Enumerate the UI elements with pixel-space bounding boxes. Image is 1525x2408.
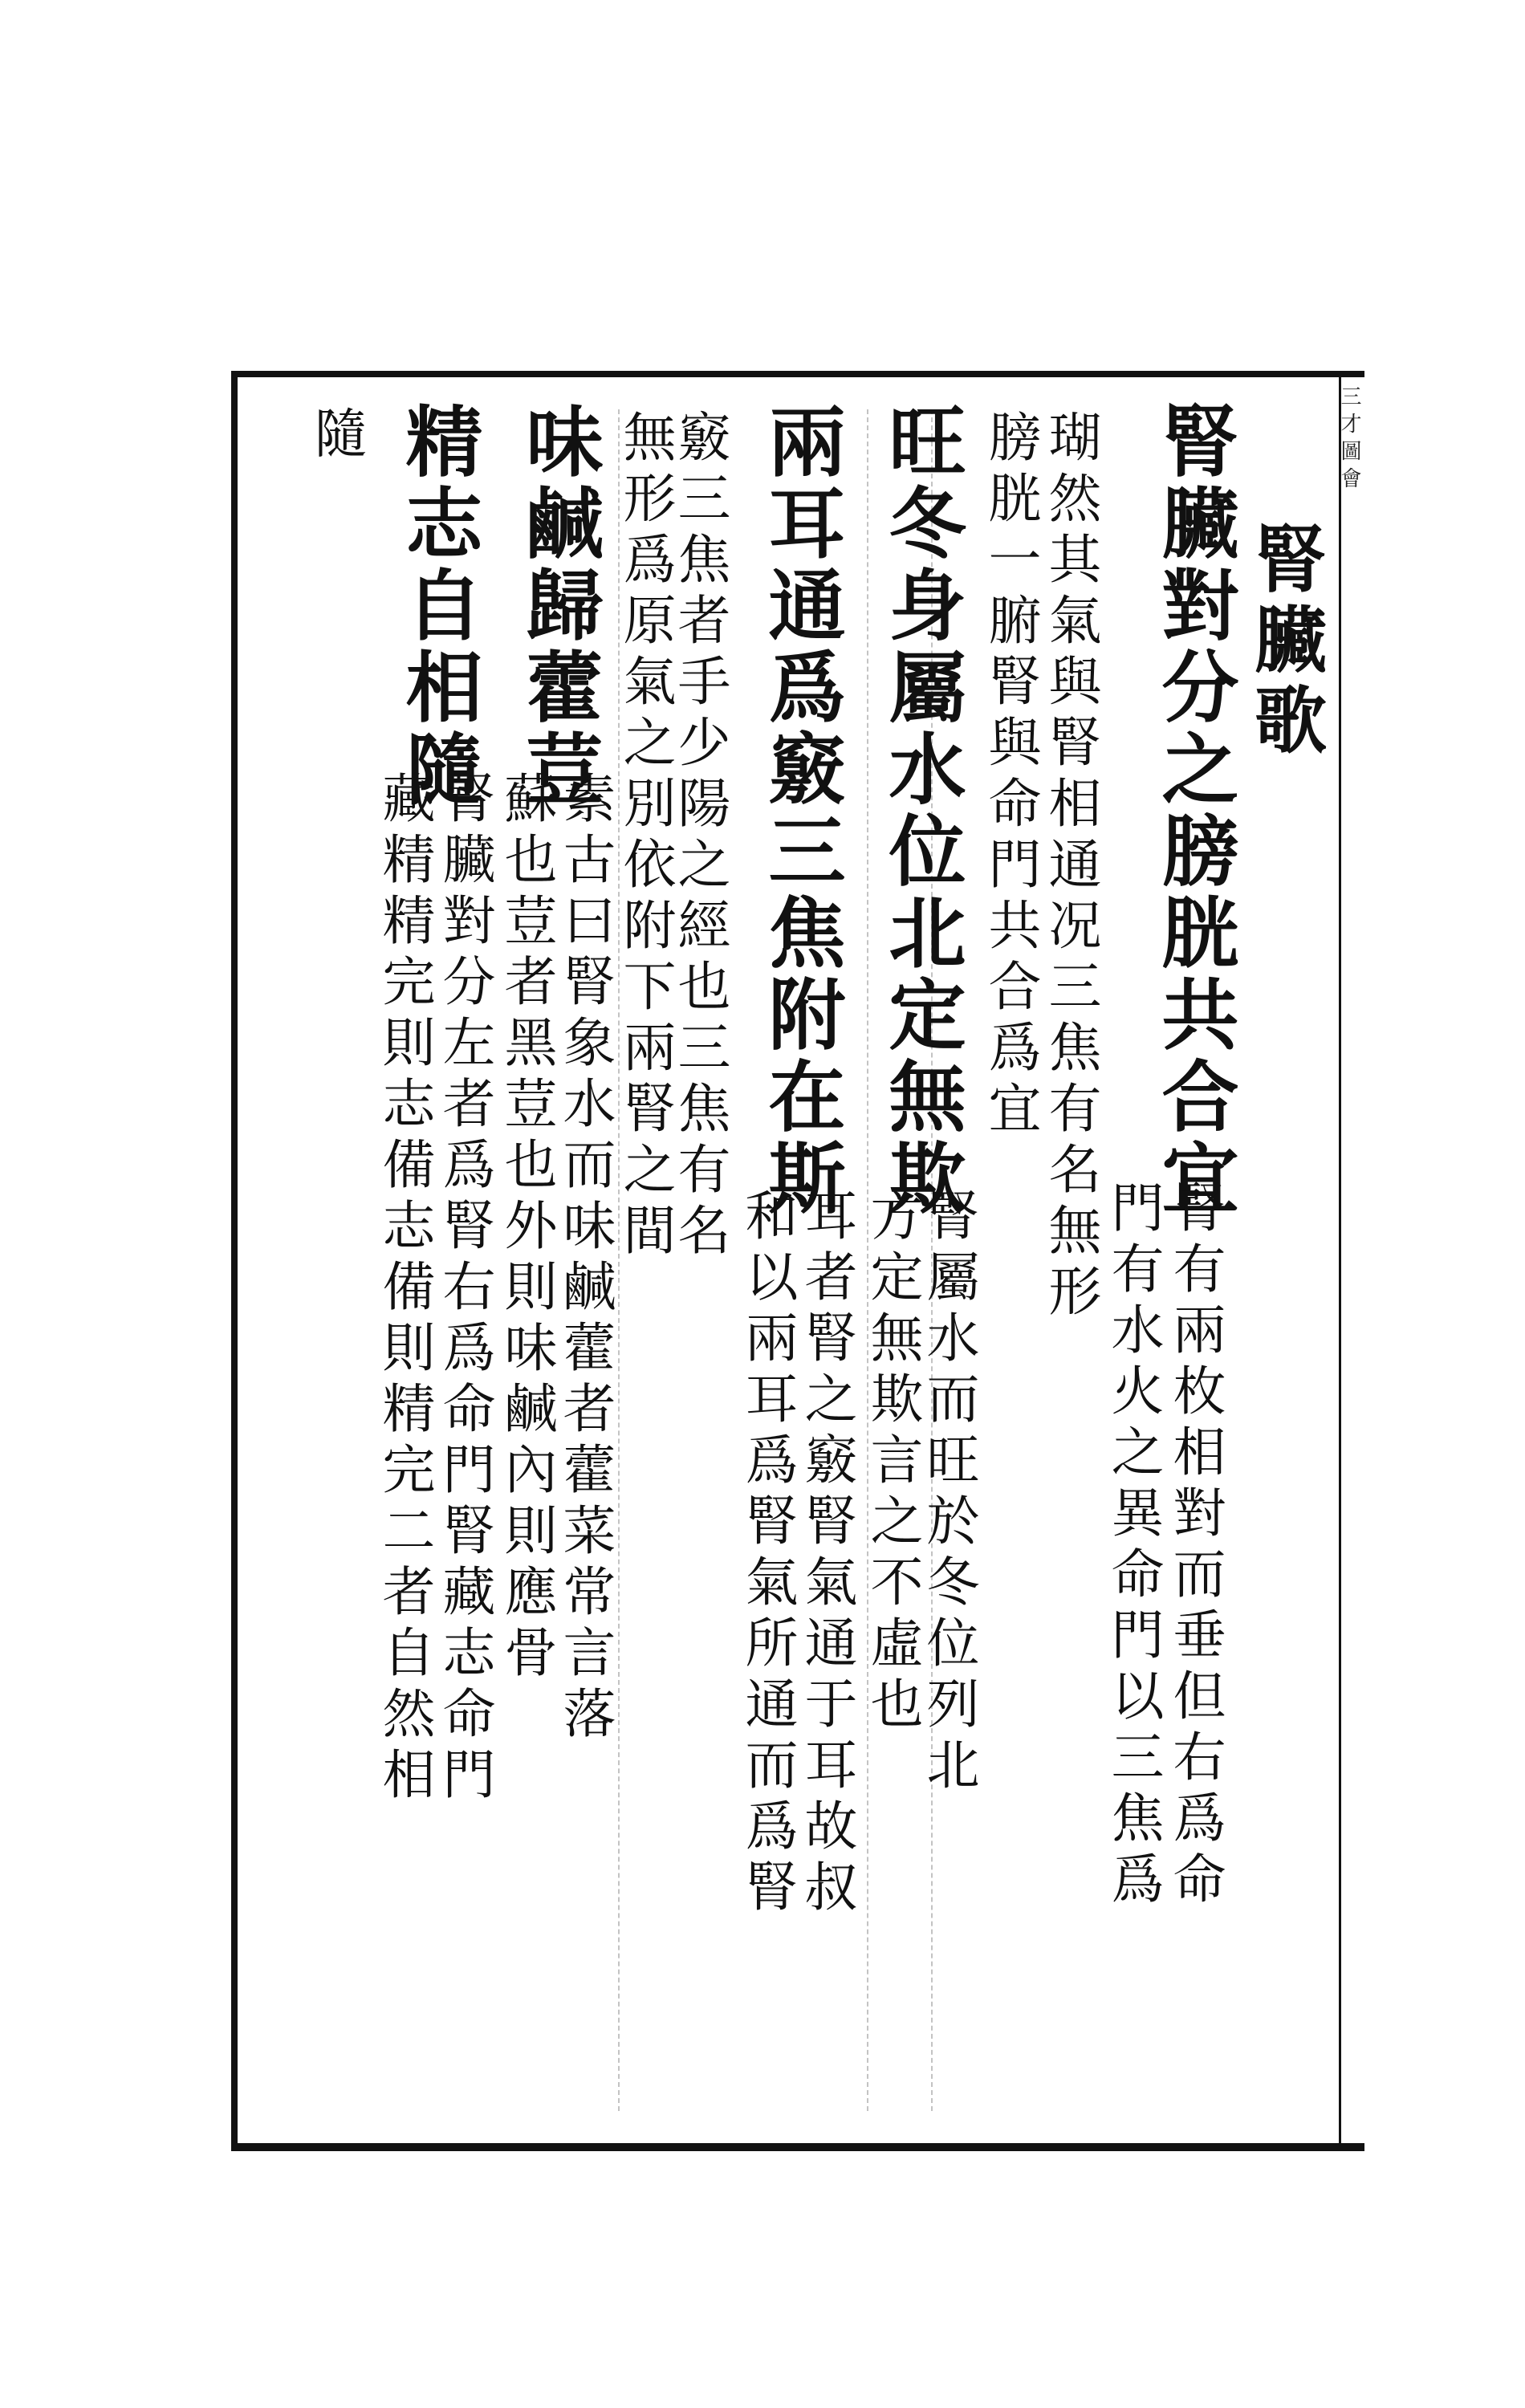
note-column: 和以兩耳爲腎氣所通而爲腎 [736,1188,798,1920]
section-title: 腎臟歌 [1242,522,1327,763]
note-column: 無形爲原氣之別依附下兩腎之間 [614,409,676,1263]
margin-text: 三才圖會 [1337,385,1361,494]
verse-column: 腎臟對分之膀胱共合宜 [1149,401,1240,1220]
note-column: 藏精精完則志備志備則精完二者自然相 [373,771,435,1808]
note-column: 竅三焦者手少陽之經也三焦有名 [669,409,730,1263]
note-column: 腎臟對分左者爲腎右爲命門腎藏志命門 [433,771,495,1808]
note-column: 腎屬水而旺於冬位列北 [917,1188,979,1798]
note-column: 腎有兩枚相對而垂但右爲命 [1164,1180,1226,1912]
note-column: 瑚然其氣與腎相通况三焦有名無形 [1039,409,1101,1324]
verse-column: 兩耳通爲竅三焦附在斯 [756,401,847,1220]
verse-column: 旺冬身屬水位北定無欺 [876,401,967,1220]
note-column: 門有水火之異命門以三焦爲 [1102,1180,1164,1912]
note-column: 蘇也荳者黑荳也外則味鹹內則應骨 [495,771,557,1686]
note-column: 耳者腎之竅腎氣通于耳故叔 [795,1188,857,1920]
note-column: 膀胱一腑腎與命門共合爲宜 [979,409,1041,1141]
verse-column: 精志自相隨 [393,401,484,811]
note-column: 方定無欺言之不虛也 [861,1188,923,1737]
note-column: 隨 [305,405,367,466]
verse-column: 味鹹歸藿荳 [514,401,604,811]
note-column: 素古曰腎象水而味鹹藿者藿菜常言落 [554,771,616,1747]
